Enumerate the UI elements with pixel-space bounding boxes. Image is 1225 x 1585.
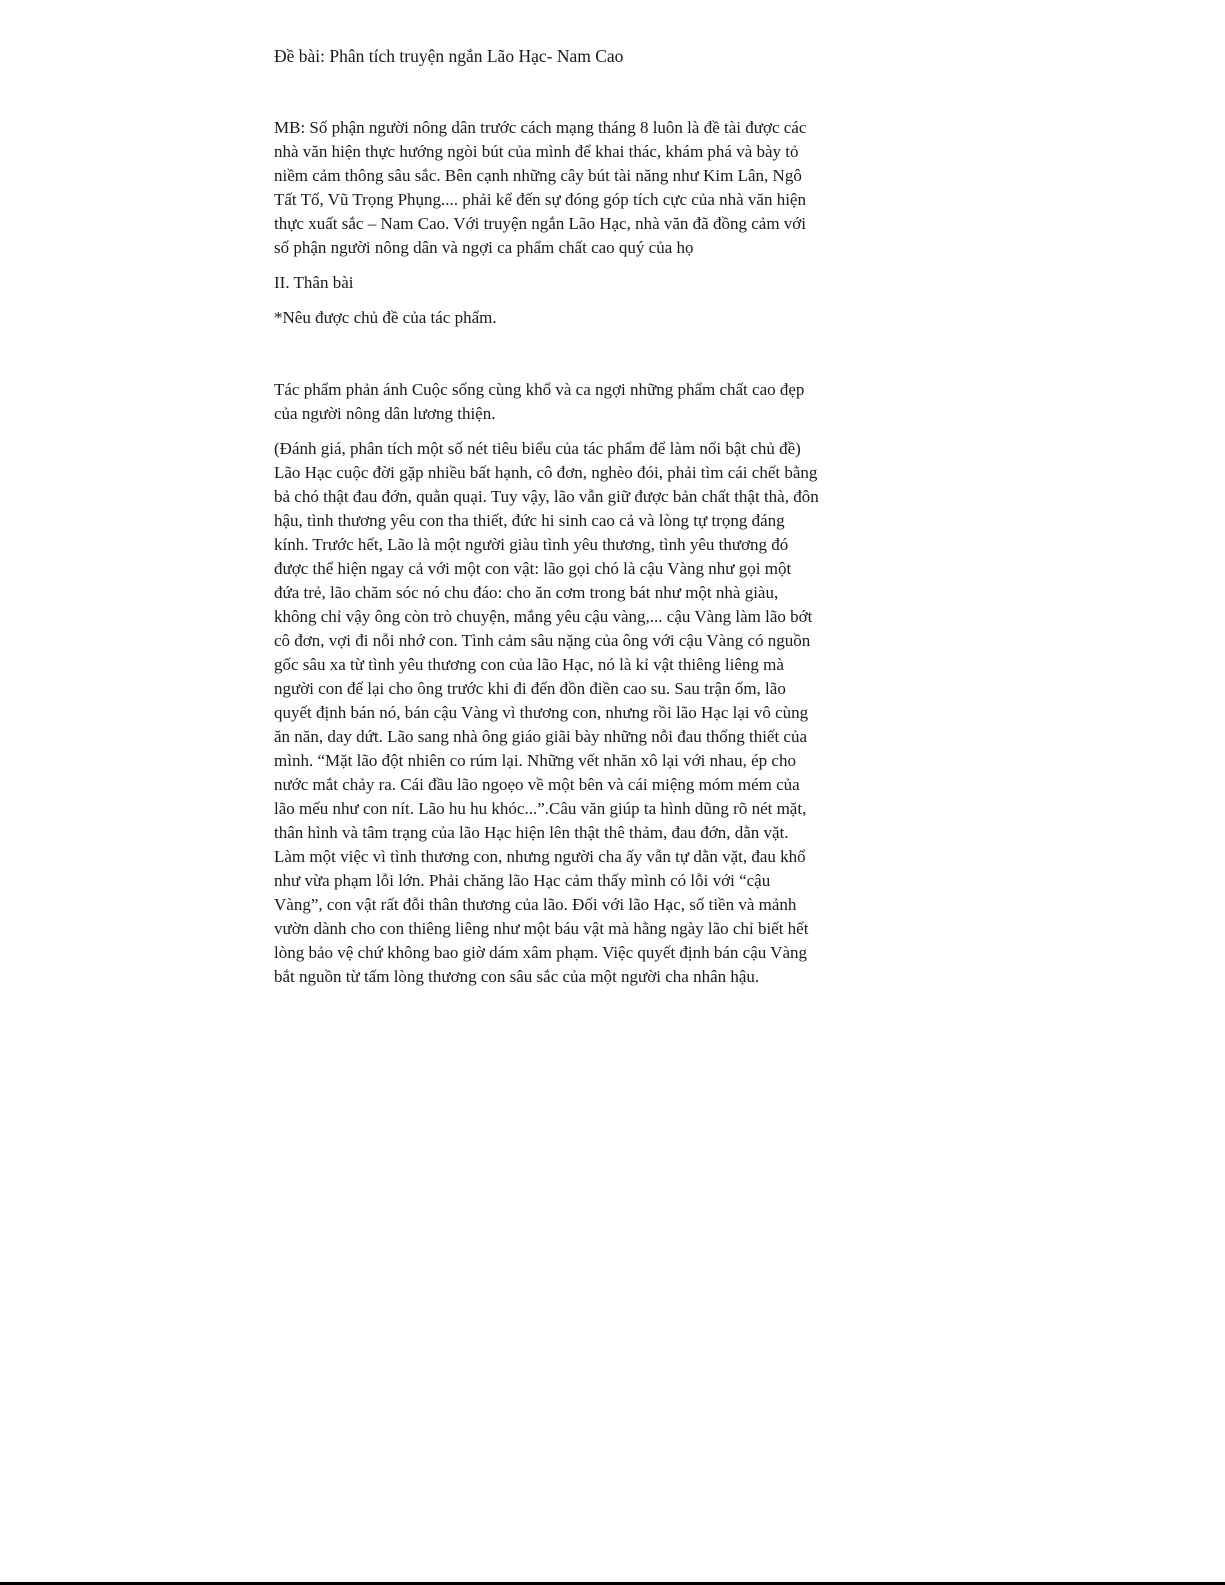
document-page <box>274 44 820 989</box>
intro-paragraph: MB: Số phận người nông dân trước cách mạng tháng 8 luôn là đề tài được các nhà văn hiện thực hướng ngòi bút của mình để khai thác, khám phá và bày tỏ niềm cảm thông sâu sắc. Bên cạnh những cây bút tài năng như Kim Lân, Ngô Tất Tố, Vũ Trọng Phụng.... phải kể đến sự đóng góp tích cực của nhà văn hiện thực xuất sắc – Nam Cao. Với truyện ngắn Lão Hạc, nhà văn đã đồng cảm với số phận người nông dân và ngợi ca phẩm chất cao quý của họ <box>274 118 807 257</box>
document-title: Đề bài: Phân tích truyện ngắn Lão Hạc- Nam Cao <box>274 46 624 66</box>
theme-prompt: *Nêu được chủ đề của tác phẩm. <box>274 308 497 327</box>
analysis-paragraph: (Đánh giá, phân tích một số nét tiêu biểu của tác phẩm để làm nổi bật chủ đề) Lão Hạc cuộc đời gặp nhiều bất hạnh, cô đơn, nghèo đói, phải tìm cái chết bằng bả chó thật đau đớn, quằn quại. Tuy vậy, lão vẫn giữ được bản chất thật thà, đôn hậu, tình thương yêu con tha thiết, đức hi sinh cao cả và lòng tự trọng đáng kính. Trước hết, Lão là một người giàu tình yêu thương, tình yêu thương đó được thể hiện ngay cả với một con vật: lão gọi chó là cậu Vàng như gọi một đứa trẻ, lão chăm sóc nó chu đáo: cho ăn cơm trong bát như một nhà giàu, không chỉ vậy ông còn trò chuyện, mắng yêu cậu vàng,... cậu Vàng làm lão bớt cô đơn, vợi đi nỗi nhớ con. Tình cảm sâu nặng của ông với cậu Vàng có nguồn gốc sâu xa từ tình yêu thương con của lão Hạc, nó là kỉ vật thiêng liêng mà người con để lại cho ông trước khi đi đến đồn điền cao su. Sau trận ốm, lão quyết định bán nó, bán cậu Vàng vì thương con, nhưng rồi lão Hạc lại vô cùng ăn năn, day dứt. Lão sang nhà ông giáo giãi bày những nỗi đau thống thiết của mình. “Mặt lão đột nhiên co rúm lại. Những vết nhăn xô lại với nhau, ép cho nước mắt chảy ra. Cái đầu lão ngoẹo về một bên và cái miệng móm mém của lão mếu như con nít. Lão hu hu khóc...”.Câu văn giúp ta hình dũng rõ nét mặt, thân hình và tâm trạng của lão Hạc hiện lên thật thê thảm, đau đớn, dằn vặt. Làm một việc vì tình thương con, nhưng người cha ấy vẫn tự dằn vặt, đau khổ như vừa phạm lỗi lớn. Phải chăng lão Hạc cảm thấy mình có lỗi với “cậu Vàng”, con vật rất đỗi thân thương của lão. Đối với lão Hạc, số tiền và mảnh vườn dành cho con thiêng liêng như một báu vật mà hằng ngày lão chỉ biết hết lòng bảo vệ chứ không bao giờ dám xâm phạm. Việc quyết định bán cậu Vàng bắt nguồn từ tấm lòng thương con sâu sắc của một người cha nhân hậu. <box>274 439 819 986</box>
section-heading-than-bai: II. Thân bài <box>274 273 354 292</box>
theme-summary-paragraph: Tác phẩm phản ánh Cuộc sống cùng khổ và ca ngợi những phẩm chất cao đẹp của người nông dân lương thiện. <box>274 380 805 423</box>
